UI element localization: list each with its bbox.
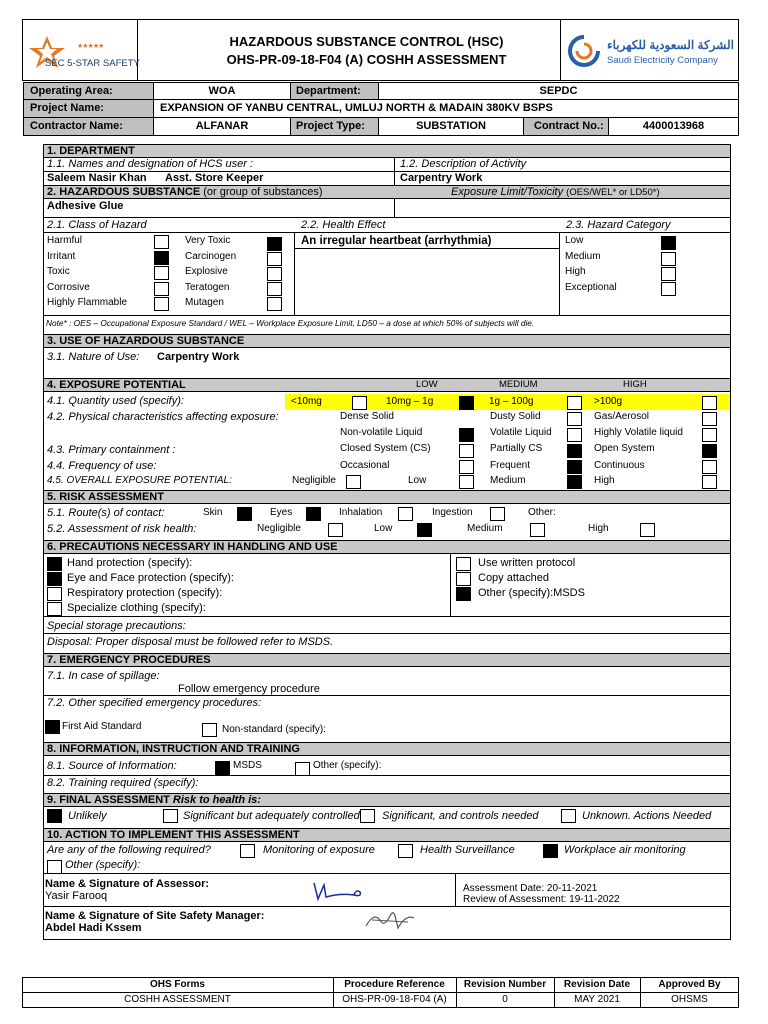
quantity-1g-100g-checkbox[interactable] (567, 396, 582, 410)
exposure-medium-heading: MEDIUM (499, 379, 538, 390)
section-10-header: 10. ACTION TO IMPLEMENT THIS ASSESSMENT (43, 828, 731, 842)
divider (43, 695, 731, 696)
section-4-header (43, 378, 731, 392)
contract-no-label: Contract No.: (523, 117, 609, 136)
class-toxic-label: Toxic (47, 266, 70, 277)
risk-low-checkbox[interactable] (417, 523, 432, 537)
other-msds-checkbox[interactable] (456, 587, 471, 601)
footer-revision-value: 0 (502, 994, 508, 1005)
risk-medium-label: Medium (467, 523, 503, 534)
category-medium-checkbox[interactable] (661, 252, 676, 266)
quantity-10mg-1g-label: 10mg – 1g (386, 396, 434, 407)
divider (43, 775, 731, 776)
hand-protection-label: Hand protection (specify): (67, 557, 193, 569)
risk-negligible-label: Negligible (257, 523, 301, 534)
written-protocol-label: Use written protocol (478, 557, 576, 569)
footer-header-revision-date: Revision Date (563, 979, 631, 990)
star-rating-icon: ★★★★★ (77, 43, 104, 50)
right-logo-cell (560, 20, 738, 80)
left-logo-cell (23, 20, 138, 80)
risk-assessment-label: 5.2. Assessment of risk health: (47, 523, 197, 535)
overall-low-label: Low (408, 475, 427, 486)
divider (43, 217, 731, 218)
phys-highly-volatile-checkbox[interactable] (702, 428, 717, 442)
quantity-lt10mg-checkbox[interactable] (352, 396, 367, 410)
footer-reference-value: OHS-PR-09-18-F04 (A) (342, 994, 447, 1005)
written-protocol-checkbox[interactable] (456, 557, 471, 571)
section-3-header: 3. USE OF HAZARDOUS SUBSTANCE (43, 334, 731, 348)
health-effect-label: 2.2. Health Effect (301, 219, 386, 231)
footer-forms-value: COSHH ASSESSMENT (124, 994, 231, 1005)
frequency-occasional-label: Occasional (340, 460, 390, 471)
project-name-label: Project Name: (23, 99, 154, 118)
footer-revision-date-value: MAY 2021 (574, 994, 620, 1005)
footer-header-reference: Procedure Reference (344, 979, 445, 990)
risk-medium-checkbox[interactable] (530, 523, 545, 537)
quantity-gt100g-label: >100g (594, 396, 623, 407)
phys-highly-volatile-label: Highly Volatile liquid (594, 427, 683, 438)
risk-negligible-checkbox[interactable] (328, 523, 343, 537)
frequency-continuous-checkbox[interactable] (702, 460, 717, 474)
source-other-checkbox[interactable] (295, 762, 310, 776)
action-question-label: Are any of the following required? (47, 844, 211, 856)
containment-open-label: Open System (594, 443, 655, 454)
right-logo-arabic: الشركة السعودية للكهرباء (607, 38, 734, 52)
training-required-label: 8.2. Training required (specify): (47, 777, 199, 789)
contractor-label: Contractor Name: (23, 117, 154, 136)
assessor-name: Yasir Farooq (45, 890, 108, 902)
route-ingestion-label: Ingestion (432, 507, 473, 518)
spillage-value: Follow emergency procedure (178, 683, 320, 695)
assessor-label: Name & Signature of Assessor: (45, 878, 210, 890)
substance-name: Adhesive Glue (47, 200, 124, 212)
phys-gas-aerosol-label: Gas/Aerosol (594, 411, 650, 422)
health-surveillance-checkbox[interactable] (398, 844, 413, 858)
overall-negligible-checkbox[interactable] (346, 475, 361, 489)
divider (22, 992, 739, 993)
other-emergency-label: 7.2. Other specified emergency procedures: (47, 697, 262, 709)
footer-header-forms: OHS Forms (149, 979, 205, 990)
assessor-signature-icon (310, 879, 370, 903)
divider (43, 633, 731, 634)
manager-label: Name & Signature of Site Safety Manager: (45, 910, 265, 922)
quantity-label: 4.1. Quantity used (specify): (47, 395, 184, 407)
overall-medium-checkbox[interactable] (567, 475, 582, 489)
routes-label: 5.1. Route(s) of contact: (47, 507, 165, 519)
copy-attached-label: Copy attached (478, 572, 549, 584)
footer-approved-value: OHSMS (671, 994, 708, 1005)
source-msds-checkbox[interactable] (215, 761, 230, 775)
non-standard-checkbox[interactable] (202, 723, 217, 737)
spillage-label: 7.1. In case of spillage: (47, 670, 160, 682)
divider (455, 873, 456, 907)
final-controls-needed-checkbox[interactable] (360, 809, 375, 823)
other-msds-label: Other (specify):MSDS (478, 587, 585, 599)
phys-nonvolatile-label: Non-volatile Liquid (340, 427, 423, 438)
section-9-title: 9. FINAL ASSESSMENT (47, 794, 170, 806)
health-effect-value: An irregular heartbeat (arrhythmia) (301, 235, 492, 247)
operating-area-value: WOA (153, 82, 291, 100)
class-teratogen-label: Teratogen (185, 282, 230, 293)
exposure-low-heading: LOW (416, 379, 438, 390)
disposal-label: Disposal: Proper disposal must be followed refer to MSDS. (47, 636, 334, 648)
exposure-label-text: Exposure Limit/Toxicity (451, 186, 564, 198)
divider (294, 232, 295, 315)
source-info-label: 8.1. Source of Information: (47, 760, 177, 772)
overall-negligible-label: Negligible (292, 475, 336, 486)
category-low-label: Low (565, 235, 584, 246)
eye-protection-label: Eye and Face protection (specify): (67, 572, 234, 584)
section-2-suffix: (or group of substances) (203, 186, 323, 198)
category-exceptional-label: Exceptional (565, 282, 617, 293)
risk-low-label: Low (374, 523, 393, 534)
oes-note: Note* : OES – Occupational Exposure Standard / WEL – Workplace Exposure Limit, LD50 – a dose at which 50% of subjects will die. (46, 318, 535, 328)
activity-value: Carpentry Work (400, 172, 483, 184)
copy-attached-checkbox[interactable] (456, 572, 471, 586)
project-name-value: EXPANSION OF YANBU CENTRAL, UMLUJ NORTH & MADAIN 380KV BSPS (153, 99, 739, 118)
frequency-occasional-checkbox[interactable] (459, 460, 474, 474)
route-skin-checkbox[interactable] (237, 507, 252, 521)
divider (43, 616, 731, 617)
frequency-frequent-checkbox[interactable] (567, 460, 582, 474)
risk-high-label: High (588, 523, 609, 534)
action-other-checkbox[interactable] (47, 860, 62, 874)
phys-gas-aerosol-checkbox[interactable] (702, 412, 717, 426)
respiratory-protection-checkbox[interactable] (47, 587, 62, 601)
section-5-header: 5. RISK ASSESSMENT (43, 490, 731, 504)
divider (294, 248, 560, 249)
class-carcinogen-label: Carcinogen (185, 251, 237, 262)
containment-open-checkbox[interactable] (702, 444, 717, 458)
class-mutagen-checkbox[interactable] (267, 297, 282, 311)
form-subtitle: OHS-PR-09-18-F04 (A) COSHH ASSESSMENT (226, 52, 507, 67)
risk-high-checkbox[interactable] (640, 523, 655, 537)
physical-char-label: 4.2. Physical characteristics affecting exposure: (47, 411, 279, 423)
divider (559, 232, 560, 315)
first-aid-checkbox[interactable] (45, 720, 60, 734)
eye-protection-checkbox[interactable] (47, 572, 62, 586)
contractor-value: ALFANAR (153, 117, 291, 136)
class-corrosive-label: Corrosive (47, 282, 90, 293)
final-unlikely-checkbox[interactable] (47, 809, 62, 823)
special-clothing-checkbox[interactable] (47, 602, 62, 616)
assessment-date: Assessment Date: 20-11-2021 (463, 883, 598, 894)
contract-no-value: 4400013968 (608, 117, 739, 136)
phys-dusty-solid-checkbox[interactable] (567, 412, 582, 426)
route-other-label: Other: (528, 507, 556, 518)
containment-partial-label: Partially CS (490, 443, 543, 454)
final-unlikely-label: Unlikely (68, 810, 107, 822)
footer-header-revision: Revision Number (463, 979, 547, 990)
storage-precautions-label: Special storage precautions: (47, 620, 186, 632)
containment-closed-label: Closed System (CS) (340, 443, 431, 454)
section-6-header: 6. PRECAUTIONS NECESSARY IN HANDLING AND USE (43, 540, 731, 554)
project-type-label: Project Type: (290, 117, 379, 136)
final-unknown-checkbox[interactable] (561, 809, 576, 823)
department-value: SEPDC (378, 82, 739, 100)
category-exceptional-checkbox[interactable] (661, 282, 676, 296)
divider (43, 232, 731, 233)
frequency-label: 4.4. Frequency of use: (47, 460, 157, 472)
category-high-label: High (565, 266, 586, 277)
section-9-suffix: Risk to health is: (172, 794, 261, 806)
class-teratogen-checkbox[interactable] (267, 282, 282, 296)
class-irritant-label: Irritant (47, 251, 76, 262)
divider (43, 873, 731, 874)
section-7-header: 7. EMERGENCY PROCEDURES (43, 653, 731, 667)
right-logo-english: Saudi Electricity Company (607, 55, 718, 66)
route-eyes-label: Eyes (270, 507, 293, 518)
overall-medium-label: Medium (490, 475, 526, 486)
monitoring-exposure-checkbox[interactable] (240, 844, 255, 858)
category-low-checkbox[interactable] (661, 236, 676, 250)
category-high-checkbox[interactable] (661, 267, 676, 281)
class-harmful-label: Harmful (47, 235, 83, 246)
overall-exposure-label: 4.5. OVERALL EXPOSURE POTENTIAL: (47, 475, 232, 486)
quantity-10mg-1g-checkbox[interactable] (459, 396, 474, 410)
final-controls-needed-label: Significant, and controls needed (382, 810, 539, 822)
quantity-gt100g-checkbox[interactable] (702, 396, 717, 410)
class-explosive-label: Explosive (185, 266, 228, 277)
workplace-air-checkbox[interactable] (543, 844, 558, 858)
monitoring-exposure-label: Monitoring of exposure (263, 844, 375, 856)
final-significant-controlled-label: Significant but adequately controlled (183, 810, 360, 822)
action-other-label: Other (specify): (65, 859, 141, 871)
class-carcinogen-checkbox[interactable] (267, 252, 282, 266)
sec-company-logo-icon (567, 34, 601, 68)
first-aid-label: First Aid Standard (62, 721, 142, 732)
class-mutagen-label: Mutagen (185, 297, 224, 308)
health-surveillance-label: Health Surveillance (420, 844, 515, 856)
class-harmful-checkbox[interactable] (154, 235, 169, 249)
class-irritant-checkbox[interactable] (154, 251, 169, 265)
special-clothing-label: Specialize clothing (specify): (67, 602, 206, 614)
section-4-title: 4. EXPOSURE POTENTIAL (47, 379, 186, 391)
exposure-high-heading: HIGH (623, 379, 647, 390)
phys-volatile-label: Volatile Liquid (490, 427, 552, 438)
route-inhalation-checkbox[interactable] (398, 507, 413, 521)
route-eyes-checkbox[interactable] (306, 507, 321, 521)
left-logo-text: SEC 5-STAR SAFETY (45, 58, 140, 69)
hand-protection-checkbox[interactable] (47, 557, 62, 571)
manager-name: Abdel Hadi Kssem (45, 922, 142, 934)
section-2-header (43, 185, 731, 199)
divider (450, 554, 451, 616)
form-header (22, 19, 739, 81)
divider (394, 199, 395, 218)
hazard-category-label: 2.3. Hazard Category (566, 219, 671, 231)
phys-dense-solid-label: Dense Solid (340, 411, 394, 422)
category-medium-label: Medium (565, 251, 601, 262)
project-type-value: SUBSTATION (378, 117, 524, 136)
names-label: 1.1. Names and designation of HCS user : (47, 158, 254, 170)
phys-dusty-solid-label: Dusty Solid (490, 411, 541, 422)
nature-of-use-value: Carpentry Work (157, 351, 240, 363)
exposure-limit-label (451, 186, 660, 199)
class-flammable-label: Highly Flammable (47, 297, 128, 308)
containment-label: 4.3. Primary containment : (47, 444, 176, 456)
section-8-header: 8. INFORMATION, INSTRUCTION AND TRAINING (43, 742, 731, 756)
overall-high-checkbox[interactable] (702, 475, 717, 489)
source-other-label: Other (specify): (313, 760, 382, 771)
class-corrosive-checkbox[interactable] (154, 282, 169, 296)
hazard-class-label: 2.1. Class of Hazard (47, 219, 147, 231)
class-explosive-checkbox[interactable] (267, 267, 282, 281)
phys-volatile-checkbox[interactable] (567, 428, 582, 442)
department-label: Department: (290, 82, 379, 100)
operating-area-label: Operating Area: (23, 82, 154, 100)
final-unknown-label: Unknown. Actions Needed (582, 810, 712, 822)
route-skin-label: Skin (203, 507, 223, 518)
form-title: HAZARDOUS SUBSTANCE CONTROL (HSC) (229, 34, 504, 49)
workplace-air-label: Workplace air monitoring (564, 844, 686, 856)
source-msds-label: MSDS (233, 760, 262, 771)
user-designation: Asst. Store Keeper (165, 172, 264, 184)
activity-label: 1.2. Description of Activity (400, 158, 527, 170)
overall-high-label: High (594, 475, 615, 486)
manager-signature-icon (362, 906, 422, 934)
section-2-title: 2. HAZARDOUS SUBSTANCE (47, 186, 201, 198)
footer-header-approved: Approved By (658, 979, 721, 990)
review-date: Review of Assessment: 19-11-2022 (463, 894, 620, 905)
containment-closed-checkbox[interactable] (459, 444, 474, 458)
quantity-lt10mg-label: <10mg (291, 396, 322, 407)
non-standard-label: Non-standard (specify): (222, 724, 326, 735)
frequency-frequent-label: Frequent (490, 460, 531, 471)
divider (43, 315, 731, 316)
route-inhalation-label: Inhalation (339, 507, 383, 518)
exposure-label-suffix: (OES/WEL* or LD50*) (566, 187, 660, 198)
nature-of-use-label: 3.1. Nature of Use: (47, 351, 140, 363)
final-significant-controlled-checkbox[interactable] (163, 809, 178, 823)
frequency-continuous-label: Continuous (594, 460, 645, 471)
quantity-1g-100g-label: 1g – 100g (489, 396, 534, 407)
containment-partial-checkbox[interactable] (567, 444, 582, 458)
class-flammable-checkbox[interactable] (154, 297, 169, 311)
class-very-toxic-label: Very Toxic (185, 235, 231, 246)
class-toxic-checkbox[interactable] (154, 266, 169, 280)
respiratory-protection-label: Respiratory protection (specify): (67, 587, 223, 599)
class-very-toxic-checkbox[interactable] (267, 237, 282, 251)
user-name: Saleem Nasir Khan (47, 172, 147, 184)
route-ingestion-checkbox[interactable] (490, 507, 505, 521)
section-9-header (43, 793, 731, 807)
overall-low-checkbox[interactable] (459, 475, 474, 489)
section-1-header: 1. DEPARTMENT (43, 144, 731, 158)
phys-nonvolatile-checkbox[interactable] (459, 428, 474, 442)
